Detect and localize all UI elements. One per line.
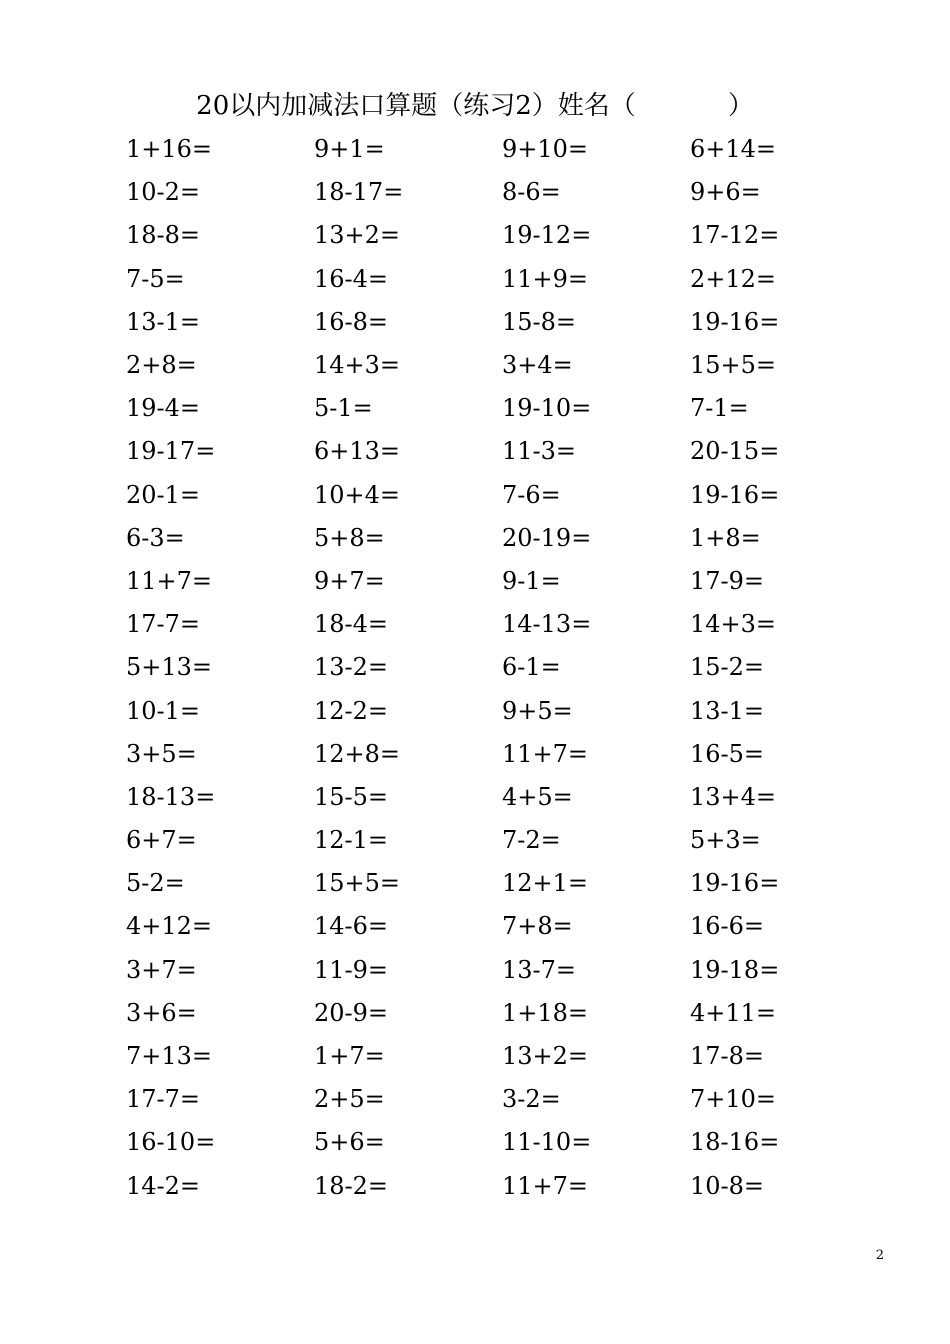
math-problem: 17-9= bbox=[690, 566, 765, 595]
problem-row bbox=[126, 258, 886, 301]
problem-row bbox=[126, 517, 886, 560]
problem-row bbox=[126, 474, 886, 517]
math-problem: 5+6= bbox=[314, 1128, 385, 1157]
problem-row bbox=[126, 344, 886, 387]
math-problem: 17-7= bbox=[126, 1085, 201, 1114]
math-problem: 3+6= bbox=[126, 998, 197, 1027]
problem-grid bbox=[126, 128, 886, 1208]
problem-row bbox=[126, 603, 886, 646]
math-problem: 18-2= bbox=[314, 1171, 389, 1200]
math-problem: 11+7= bbox=[502, 1171, 589, 1200]
math-problem: 14-6= bbox=[314, 912, 389, 941]
math-problem: 1+7= bbox=[314, 1042, 385, 1071]
math-problem: 5+8= bbox=[314, 523, 385, 552]
math-problem: 19-16= bbox=[690, 480, 780, 509]
math-problem: 12-1= bbox=[314, 826, 389, 855]
problem-row bbox=[126, 992, 886, 1035]
math-problem: 12-2= bbox=[314, 696, 389, 725]
math-problem: 13+4= bbox=[690, 782, 777, 811]
math-problem: 9-1= bbox=[502, 566, 561, 595]
math-problem: 3+7= bbox=[126, 955, 197, 984]
worksheet-title bbox=[0, 86, 950, 126]
math-problem: 16-4= bbox=[314, 264, 389, 293]
math-problem: 15-2= bbox=[690, 653, 765, 682]
problem-row bbox=[126, 171, 886, 214]
math-problem: 7+8= bbox=[502, 912, 573, 941]
math-problem: 20-15= bbox=[690, 437, 780, 466]
math-problem: 19-4= bbox=[126, 394, 201, 423]
problem-row bbox=[126, 689, 886, 732]
math-problem: 12+8= bbox=[314, 739, 401, 768]
math-problem: 9+6= bbox=[690, 178, 761, 207]
math-problem: 16-6= bbox=[690, 912, 765, 941]
math-problem: 19-17= bbox=[126, 437, 216, 466]
math-problem: 6+13= bbox=[314, 437, 401, 466]
problem-row bbox=[126, 646, 886, 689]
math-problem: 7-2= bbox=[502, 826, 561, 855]
math-problem: 7-5= bbox=[126, 264, 185, 293]
math-problem: 20-19= bbox=[502, 523, 592, 552]
math-problem: 12+1= bbox=[502, 869, 589, 898]
problem-row bbox=[126, 733, 886, 776]
page-number: 2 bbox=[875, 1248, 884, 1263]
math-problem: 2+12= bbox=[690, 264, 777, 293]
math-problem: 13-7= bbox=[502, 955, 577, 984]
math-problem: 14-2= bbox=[126, 1171, 201, 1200]
math-problem: 7+10= bbox=[690, 1085, 777, 1114]
math-problem: 4+11= bbox=[690, 998, 777, 1027]
problem-row bbox=[126, 1078, 886, 1121]
math-problem: 6-1= bbox=[502, 653, 561, 682]
math-problem: 6+14= bbox=[690, 135, 777, 164]
problem-row bbox=[126, 301, 886, 344]
title-text: 20以内加减法口算题（练习2）姓名（ bbox=[196, 91, 636, 121]
math-problem: 16-8= bbox=[314, 307, 389, 336]
math-problem: 11-3= bbox=[502, 437, 577, 466]
math-problem: 15-8= bbox=[502, 307, 577, 336]
math-problem: 1+8= bbox=[690, 523, 761, 552]
math-problem: 13-1= bbox=[126, 307, 201, 336]
math-problem: 4+12= bbox=[126, 912, 213, 941]
math-problem: 5-2= bbox=[126, 869, 185, 898]
math-problem: 19-16= bbox=[690, 869, 780, 898]
math-problem: 10-2= bbox=[126, 178, 201, 207]
math-problem: 5-1= bbox=[314, 394, 373, 423]
problem-row bbox=[126, 387, 886, 430]
math-problem: 16-5= bbox=[690, 739, 765, 768]
title-close-paren: ） bbox=[727, 91, 754, 121]
problem-row bbox=[126, 1121, 886, 1164]
problem-row bbox=[126, 560, 886, 603]
problem-row bbox=[126, 862, 886, 905]
problem-row bbox=[126, 1165, 886, 1208]
math-problem: 9+10= bbox=[502, 135, 589, 164]
math-problem: 10+4= bbox=[314, 480, 401, 509]
math-problem: 14+3= bbox=[690, 610, 777, 639]
math-problem: 11-9= bbox=[314, 955, 389, 984]
problem-row bbox=[126, 430, 886, 473]
math-problem: 13-2= bbox=[314, 653, 389, 682]
math-problem: 17-8= bbox=[690, 1042, 765, 1071]
math-problem: 17-12= bbox=[690, 221, 780, 250]
math-problem: 19-12= bbox=[502, 221, 592, 250]
math-problem: 19-18= bbox=[690, 955, 780, 984]
math-problem: 18-4= bbox=[314, 610, 389, 639]
math-problem: 1+18= bbox=[502, 998, 589, 1027]
math-problem: 11+7= bbox=[126, 566, 213, 595]
math-problem: 20-1= bbox=[126, 480, 201, 509]
math-problem: 8-6= bbox=[502, 178, 561, 207]
math-problem: 15+5= bbox=[314, 869, 401, 898]
problem-row bbox=[126, 776, 886, 819]
math-problem: 13+2= bbox=[502, 1042, 589, 1071]
math-problem: 15-5= bbox=[314, 782, 389, 811]
math-problem: 3+5= bbox=[126, 739, 197, 768]
math-problem: 19-10= bbox=[502, 394, 592, 423]
math-problem: 2+8= bbox=[126, 351, 197, 380]
math-problem: 13+2= bbox=[314, 221, 401, 250]
math-problem: 9+7= bbox=[314, 566, 385, 595]
math-problem: 11-10= bbox=[502, 1128, 592, 1157]
math-problem: 16-10= bbox=[126, 1128, 216, 1157]
math-problem: 19-16= bbox=[690, 307, 780, 336]
math-problem: 5+13= bbox=[126, 653, 213, 682]
problem-row bbox=[126, 949, 886, 992]
math-problem: 18-17= bbox=[314, 178, 404, 207]
math-problem: 14-13= bbox=[502, 610, 592, 639]
math-problem: 15+5= bbox=[690, 351, 777, 380]
math-problem: 9+1= bbox=[314, 135, 385, 164]
math-problem: 2+5= bbox=[314, 1085, 385, 1114]
math-problem: 10-1= bbox=[126, 696, 201, 725]
math-problem: 7-6= bbox=[502, 480, 561, 509]
math-problem: 5+3= bbox=[690, 826, 761, 855]
math-problem: 13-1= bbox=[690, 696, 765, 725]
problem-row bbox=[126, 214, 886, 257]
problem-row bbox=[126, 128, 886, 171]
math-problem: 3-2= bbox=[502, 1085, 561, 1114]
math-problem: 6+7= bbox=[126, 826, 197, 855]
math-problem: 10-8= bbox=[690, 1171, 765, 1200]
math-problem: 3+4= bbox=[502, 351, 573, 380]
math-problem: 6-3= bbox=[126, 523, 185, 552]
problem-row bbox=[126, 1035, 886, 1078]
math-problem: 11+9= bbox=[502, 264, 589, 293]
math-problem: 18-16= bbox=[690, 1128, 780, 1157]
math-problem: 7-1= bbox=[690, 394, 749, 423]
math-problem: 7+13= bbox=[126, 1042, 213, 1071]
math-problem: 4+5= bbox=[502, 782, 573, 811]
math-problem: 20-9= bbox=[314, 998, 389, 1027]
math-problem: 14+3= bbox=[314, 351, 401, 380]
problem-row bbox=[126, 905, 886, 948]
math-problem: 18-8= bbox=[126, 221, 201, 250]
math-problem: 1+16= bbox=[126, 135, 213, 164]
math-problem: 9+5= bbox=[502, 696, 573, 725]
math-problem: 18-13= bbox=[126, 782, 216, 811]
math-problem: 17-7= bbox=[126, 610, 201, 639]
problem-row bbox=[126, 819, 886, 862]
math-problem: 11+7= bbox=[502, 739, 589, 768]
